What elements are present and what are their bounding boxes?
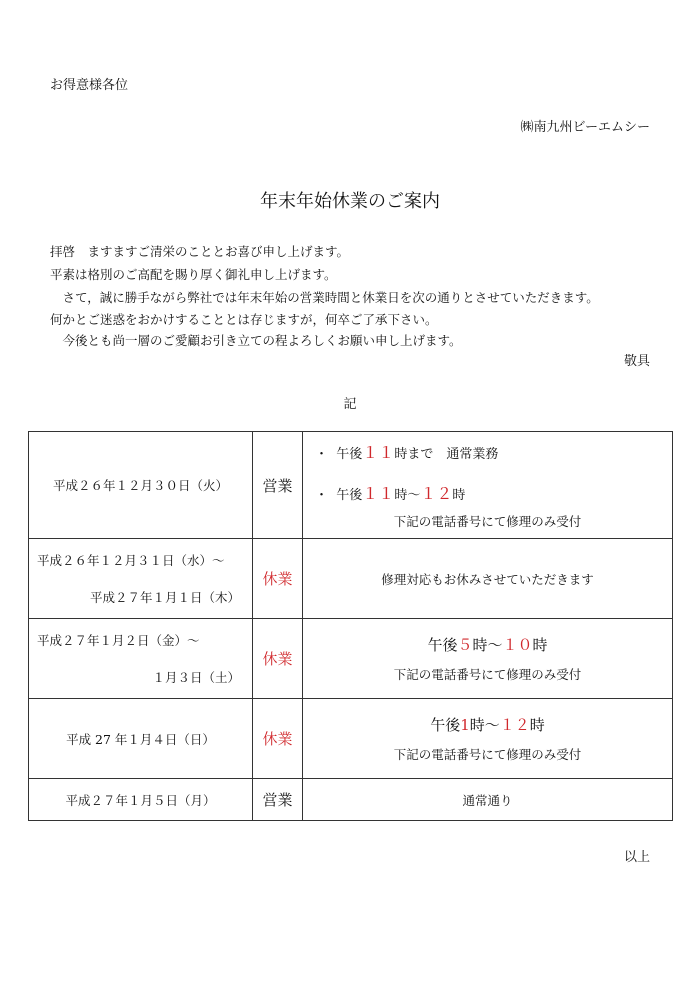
table-row	[29, 539, 673, 619]
body-line-1: 拝啓 ますますご清栄のこととお喜び申し上げます。	[50, 244, 350, 259]
table-row	[29, 779, 673, 821]
hours-value: １１	[362, 443, 395, 462]
phone-note: 下記の電話番号にて修理のみ受付	[393, 667, 582, 682]
date-range-end: 平成２７年１月１日（木）	[89, 590, 240, 605]
ki-marker: 記	[343, 397, 357, 412]
body-line-3: さて，誠に勝手ながら弊社では年末年始の営業時間と休業日を次の通りとさせていただきます。	[50, 290, 599, 305]
table-row	[29, 432, 673, 539]
hours-suffix: 時	[532, 636, 548, 654]
body-line-4: 何かとご迷惑をおかけすることとは存じますが，何卒ご了承下さい。	[50, 312, 438, 327]
date-cell	[29, 619, 253, 699]
date-range-start: 平成２７年１月２日（金）～	[37, 633, 200, 648]
detail-cell	[303, 432, 673, 539]
hours-line	[303, 714, 672, 735]
body-line-5: 今後とも尚一層のご愛顧お引き立ての程よろしくお願い申し上げます。	[50, 333, 462, 348]
hours-line	[303, 440, 672, 463]
status-cell: 休業	[253, 699, 303, 779]
bullet: ・	[315, 488, 329, 503]
hours-prefix: 午後	[336, 488, 363, 503]
table-row	[29, 619, 673, 699]
hours-prefix: 午後	[430, 716, 461, 734]
status-cell: 休業	[253, 619, 303, 699]
phone-note: 下記の電話番号にて修理のみ受付	[393, 747, 582, 762]
document-title: 年末年始休業のご案内	[260, 191, 440, 212]
hours-start: 1	[460, 716, 470, 734]
date-cell: 平成２７年１月５日（月）	[29, 779, 253, 821]
hours-end: １２	[499, 716, 530, 734]
date-range-end: １月３日（土）	[152, 670, 240, 685]
closing-keigu: 敬具	[623, 354, 650, 369]
hours-mid: 時～	[469, 716, 500, 734]
status-cell: 営業	[253, 779, 303, 821]
bullet: ・	[315, 447, 329, 462]
schedule-table	[28, 431, 673, 821]
detail-cell: 修理対応もお休みさせていただきます	[303, 539, 673, 619]
hours-mid: 時～	[472, 636, 503, 654]
body-line-2: 平素は格別のご高配を賜り厚く御礼申し上げます。	[50, 267, 337, 282]
hours-mid: 時～	[394, 488, 421, 503]
company-name: ㈱南九州ビーエムシー	[520, 120, 650, 135]
hours-line	[303, 481, 672, 504]
addressee: お得意様各位	[50, 78, 129, 93]
date-cell: 平成 27 年１月４日（日）	[29, 699, 253, 779]
hours-suffix: 時まで 通常業務	[394, 447, 499, 462]
hours-suffix: 時	[452, 488, 466, 503]
hours-end: １０	[502, 636, 533, 654]
ijo-end-marker: 以上	[623, 850, 650, 865]
detail-cell	[303, 699, 673, 779]
hours-end: １２	[420, 484, 453, 503]
hours-prefix: 午後	[336, 447, 363, 462]
detail-cell	[303, 619, 673, 699]
hours-line	[303, 634, 672, 655]
table-row	[29, 699, 673, 779]
hours-prefix: 午後	[427, 636, 458, 654]
hours-start: １１	[362, 484, 395, 503]
status-cell: 休業	[253, 539, 303, 619]
date-cell	[29, 539, 253, 619]
date-cell: 平成２６年１２月３０日（火）	[29, 432, 253, 539]
detail-cell: 通常通り	[303, 779, 673, 821]
phone-note: 下記の電話番号にて修理のみ受付	[393, 514, 582, 529]
date-range-start: 平成２６年１２月３１日（水）～	[37, 553, 225, 568]
status-cell: 営業	[253, 432, 303, 539]
hours-start: ５	[457, 636, 473, 654]
hours-suffix: 時	[529, 716, 545, 734]
